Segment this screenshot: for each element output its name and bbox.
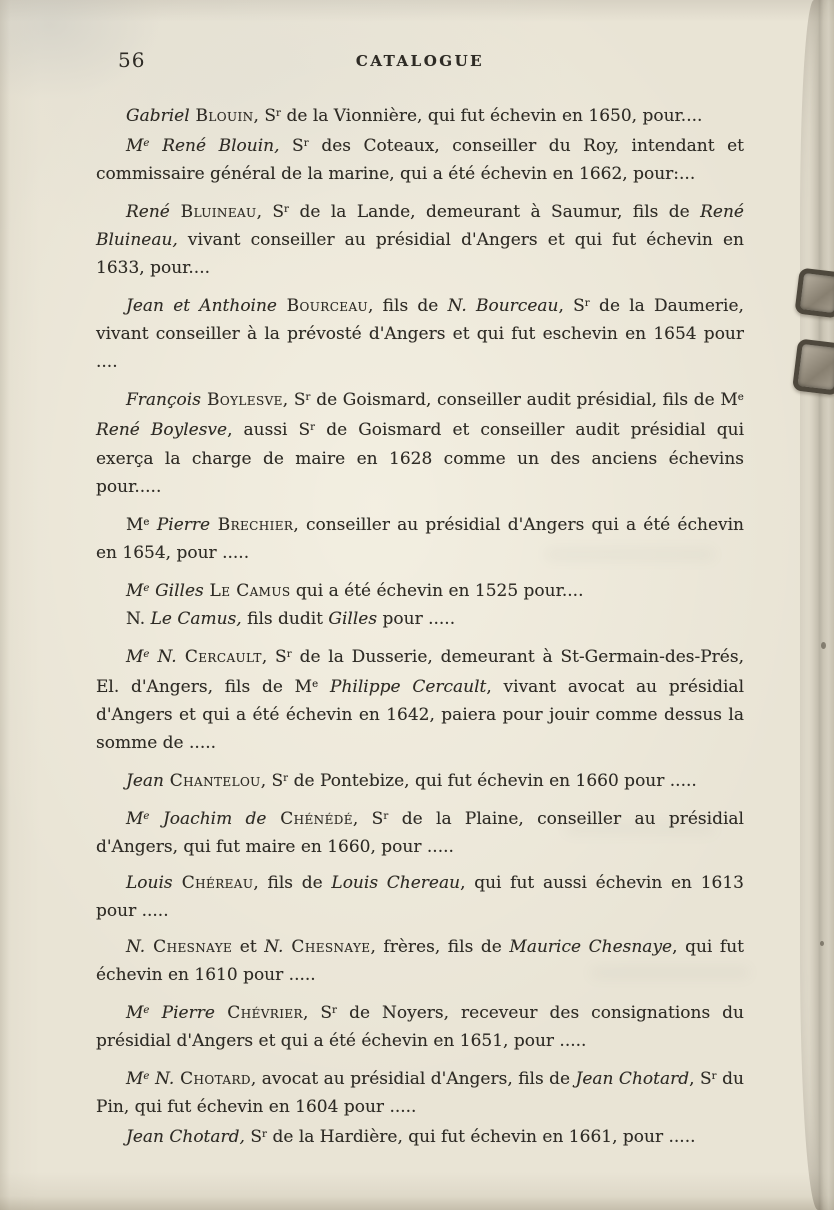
catalogue-entry	[96, 933, 744, 989]
entry-text-segment: e	[143, 582, 150, 594]
entry-text-segment: , S	[689, 1069, 712, 1090]
entry-text-segment: , conseiller au présidial d'Angers qui a été échevin en 1654, pour .....	[96, 514, 745, 563]
entry-text-segment: M	[126, 1069, 144, 1090]
catalogue-entry	[96, 765, 744, 795]
entry-text-segment: de la Hardière, qui fut échevin en 1661, pour .....	[267, 1127, 696, 1148]
entry-text-segment: Chotard	[174, 1069, 251, 1090]
entry-text-segment: vivant conseiller au présidial d'Angers et qui fut échevin en 1633, pour....	[96, 230, 744, 279]
entry-text-segment: de Pontebize, qui fut échevin en 1660 pour .....	[288, 771, 697, 792]
entry-text-segment: r	[286, 648, 292, 660]
entry-text-segment: , avocat au présidial d'Angers, fils de	[250, 1069, 576, 1090]
entry-text-segment	[318, 677, 330, 697]
entry-text-segment: Chesnaye	[283, 937, 371, 958]
entry-text-segment: r	[310, 422, 316, 434]
entry-text-segment: M	[126, 809, 144, 830]
entry-text-segment: de la Plaine, conseiller au présidial d'Angers, qui fut maire en 1660, pour .....	[96, 809, 744, 858]
entry-text-segment: e	[143, 1071, 150, 1083]
entry-text-segment	[150, 515, 157, 535]
catalogue-entry	[96, 869, 744, 925]
entry-text-segment: r	[711, 1071, 717, 1083]
entry-text-segment: , S	[261, 646, 287, 667]
entry-text-segment: qui a été échevin en 1525 pour....	[290, 580, 584, 601]
entry-text-segment: , S	[260, 771, 284, 792]
entry-text-segment: Bluineau	[169, 202, 257, 223]
entry-text-segment: , vivant avocat au présidial d'Angers et qui a été échevin en 1642, paiera pour jouir comme dessus la somme de .....	[96, 676, 745, 753]
entry-text-segment: , fils de	[253, 873, 332, 894]
entry-text-segment: , fils de	[368, 296, 448, 317]
entry-text-segment: , S	[302, 1003, 333, 1024]
catalogue-entry	[96, 509, 744, 567]
entry-text-segment: , qui fut échevin en 1610 pour .....	[96, 937, 745, 986]
entry-text-segment: René Blouin,	[149, 136, 280, 157]
entry-text-segment: S	[244, 1127, 262, 1148]
edge-speck	[821, 642, 826, 649]
entry-text-segment: r	[283, 772, 289, 784]
entry-text-segment: Chesnaye	[145, 937, 233, 958]
entry-text-segment: de Goismard, conseiller audit présidial, fils de M	[310, 390, 738, 411]
entry-text-segment: M	[126, 514, 144, 535]
entry-text-segment: Pierre	[156, 514, 211, 535]
entry-text-segment: Jean et Anthoine	[126, 296, 277, 317]
entry-text-segment: Gilles	[155, 580, 204, 601]
catalogue-entry	[96, 605, 744, 633]
entry-text-segment: e	[312, 678, 319, 690]
entry-text-segment: de la Lande, demeurant à Saumur, fils de	[289, 202, 701, 223]
entry-text-segment: e	[143, 648, 150, 660]
entry-text-segment: Chénédé	[266, 809, 353, 830]
catalogue-entry	[96, 100, 744, 130]
entry-text-segment: Chévrier	[214, 1003, 303, 1024]
entry-text-segment: N. Bourceau	[447, 296, 559, 317]
entry-text-segment: de Noyers, receveur des consignations du présidial d'Angers et qui a été échevin en 1651, pour .....	[96, 1003, 744, 1052]
catalogue-entry	[96, 1121, 744, 1151]
catalogue-entry	[96, 384, 744, 500]
entry-text-segment: Jean Chotard,	[126, 1127, 245, 1148]
entry-text-segment: de la Vionnière, qui fut échevin en 1650, pour....	[281, 106, 703, 127]
entry-text-segment: e	[143, 138, 150, 150]
entry-text-segment: M	[126, 1003, 144, 1024]
entry-text-segment: René	[126, 202, 170, 223]
catalogue-entry	[96, 130, 744, 188]
entry-text-segment: Boylesve	[200, 390, 283, 411]
entry-text-segment: , S	[253, 106, 276, 127]
entry-text-segment: r	[383, 811, 389, 823]
entry-text-segment: r	[332, 1005, 338, 1017]
entry-text-segment: Le Camus	[203, 580, 291, 601]
entry-text-segment: , S	[282, 390, 306, 411]
entry-text-segment: Gabriel	[126, 106, 190, 127]
entry-text-segment: Philippe Cercault	[330, 676, 487, 697]
entry-text-segment: Brechier	[210, 514, 294, 535]
entry-text-segment: S	[279, 136, 304, 157]
entry-text-segment: pour .....	[377, 608, 456, 629]
page-body	[96, 100, 744, 1151]
entry-text-segment: r	[303, 138, 309, 150]
entry-text-segment: Gilles	[328, 608, 378, 629]
entry-text-segment: , aussi S	[227, 420, 311, 441]
binding-staple-bottom	[792, 338, 834, 395]
entry-text-segment: Blouin	[189, 106, 254, 127]
entry-text-segment: Louis	[126, 873, 173, 894]
catalogue-entry	[96, 641, 744, 757]
entry-text-segment: e	[143, 811, 150, 823]
entry-text-segment: N.	[126, 608, 151, 629]
entry-text-segment: René Boylesve	[96, 420, 228, 441]
entry-text-segment: , frères, fils de	[370, 937, 510, 958]
running-title: CATALOGUE	[355, 52, 485, 70]
binding-staple-top	[794, 267, 834, 318]
entry-text-segment: r	[584, 298, 590, 310]
entry-text-segment: r	[305, 392, 311, 404]
entry-text-segment: N.	[264, 937, 284, 958]
entry-text-segment: Cercault	[176, 646, 262, 667]
entry-text-segment: N.	[126, 937, 146, 958]
catalogue-entry	[96, 575, 744, 605]
entry-text-segment: de la Dusserie, demeurant à St-Germain-des-Prés, El. d'Angers, fils de M	[96, 646, 744, 697]
page-number: 56	[118, 48, 146, 72]
entry-text-segment: , S	[352, 809, 384, 830]
entry-text-segment: , qui fut aussi échevin en 1613 pour .....	[96, 873, 744, 922]
entry-text-segment: r	[284, 204, 290, 216]
entry-text-segment: Jean	[126, 771, 164, 792]
entry-text-segment: , S	[256, 202, 285, 223]
entry-text-segment: Le Camus,	[150, 608, 242, 629]
entry-text-segment: Pierre	[149, 1003, 215, 1024]
entry-text-segment: Louis Chereau	[331, 873, 461, 894]
entry-text-segment: r	[276, 108, 282, 119]
entry-text-segment: N.	[149, 1069, 175, 1090]
entry-text-segment: N.	[149, 646, 177, 667]
entry-text-segment: Maurice Chesnaye	[509, 937, 673, 958]
entry-text-segment: Chéreau	[172, 873, 254, 894]
entry-text-segment: M	[126, 646, 144, 667]
entry-text-segment: r	[262, 1129, 268, 1141]
entry-text-segment: de la Daumerie, vivant conseiller à la prévosté d'Angers et qui fut eschevin en 1654 pour ....	[96, 296, 744, 373]
catalogue-entry	[96, 803, 744, 861]
entry-text-segment: Bourceau	[277, 296, 369, 317]
entry-text-segment: du Pin, qui fut échevin en 1604 pour .....	[96, 1069, 744, 1118]
catalogue-entry	[96, 1063, 744, 1121]
entry-text-segment: e	[143, 1005, 150, 1017]
entry-text-segment: Chantelou	[163, 771, 261, 792]
entry-text-segment: , S	[558, 296, 585, 317]
entry-text-segment: fils dudit	[241, 608, 329, 629]
entry-text-segment: e	[143, 516, 150, 528]
entry-text-segment: François	[126, 390, 201, 411]
entry-text-segment: M	[126, 136, 144, 157]
entry-text-segment: et	[232, 937, 265, 958]
catalogue-entry	[96, 196, 744, 282]
entry-text-segment: e	[737, 392, 744, 404]
entry-text-segment: M	[126, 580, 144, 601]
catalogue-entry	[96, 290, 744, 376]
page-edge	[800, 0, 834, 1210]
page-header	[96, 46, 744, 76]
entry-text-segment: des Coteaux, conseiller du Roy, intendant et commissaire général de la marine, qui a été échevin en 1662, pour:...	[96, 136, 744, 185]
entry-text-segment: René Bluineau,	[96, 202, 744, 251]
edge-speck	[820, 941, 824, 946]
catalogue-entry	[96, 997, 744, 1055]
entry-text-segment: Joachim de	[149, 809, 267, 830]
entry-text-segment: Jean Chotard	[575, 1069, 690, 1090]
entry-text-segment: de Goismard et conseiller audit présidial qui exerça la charge de maire en 1628 comme un des anciens échevins pour.....	[96, 420, 745, 497]
